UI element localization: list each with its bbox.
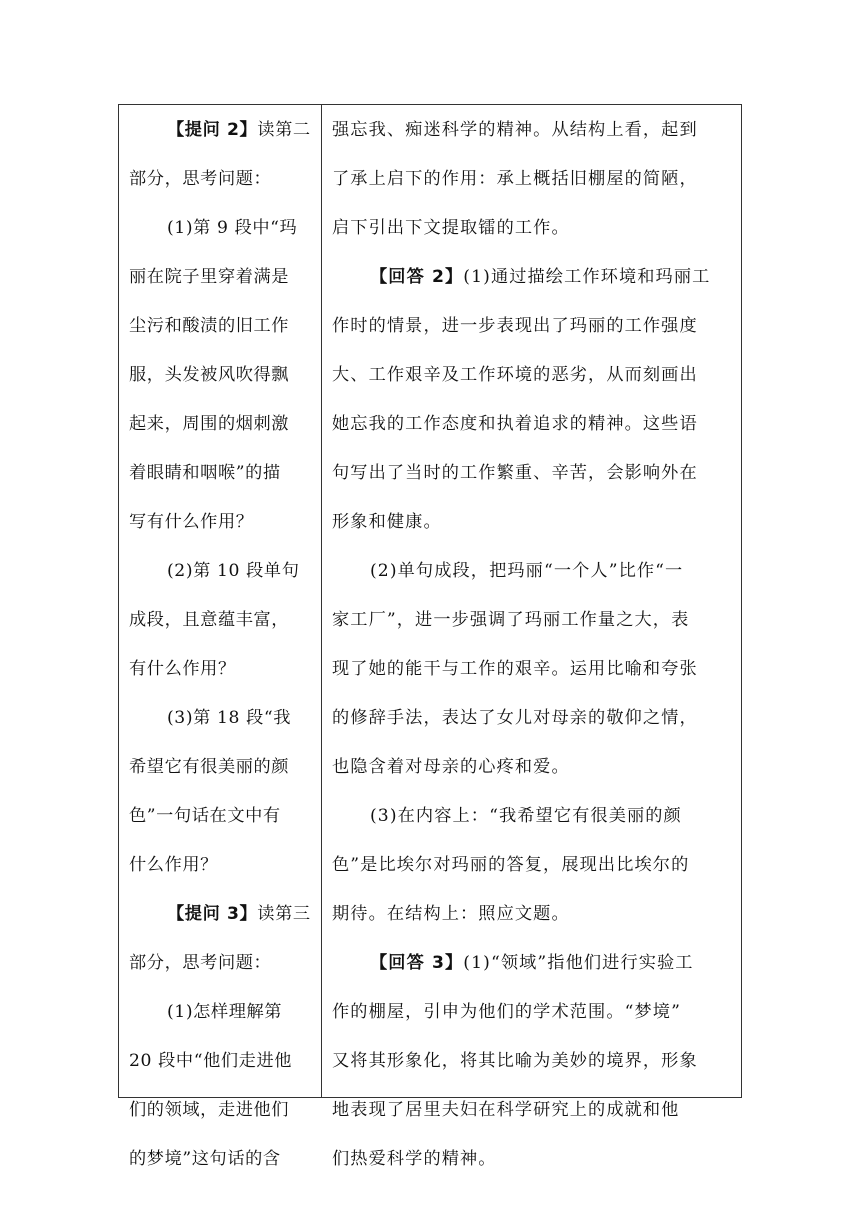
text-line: 色”一句话在文中有 xyxy=(129,806,281,826)
text-line: 大、工作艰辛及工作环境的恶劣，从而刻画出 xyxy=(332,365,698,385)
question-3-header: 【提问 3】读第三 xyxy=(167,904,311,924)
text-line: 写有什么作用？ xyxy=(129,512,254,532)
answers-column xyxy=(322,105,741,1169)
questions-column xyxy=(119,105,322,1169)
text-line: 的梦境”这句话的含 xyxy=(129,1149,281,1169)
text-line: 什么作用？ xyxy=(129,855,218,875)
text-line: 启下引出下文提取镭的工作。 xyxy=(332,218,570,238)
text-line: 又将其形象化，将其比喻为美妙的境界，形象 xyxy=(332,1051,698,1071)
text-line: 作时的情景，进一步表现出了玛丽的工作强度 xyxy=(332,316,698,336)
text-line: 成段，且意蕴丰富， xyxy=(129,610,290,630)
text-line: 丽在院子里穿着满是 xyxy=(129,267,290,287)
text-line: 着眼睛和咽喉”的描 xyxy=(129,463,281,483)
text-line: 也隐含着对母亲的心疼和爱。 xyxy=(332,757,570,777)
text-line: 的修辞手法，表达了女儿对母亲的敬仰之情， xyxy=(332,708,698,728)
text-line: 希望它有很美丽的颜 xyxy=(129,757,290,777)
question-2-header: 【提问 2】读第二 xyxy=(167,120,311,140)
text-line: 有什么作用？ xyxy=(129,659,236,679)
text-line: 家工厂”，进一步强调了玛丽工作量之大，表 xyxy=(332,610,690,630)
text-line: 现了她的能干与工作的艰辛。运用比喻和夸张 xyxy=(332,659,698,679)
question-2-1-line: (1)第 9 段中“玛 xyxy=(167,218,298,238)
text-line: 部分，思考问题： xyxy=(129,953,272,973)
text-line: 句写出了当时的工作繁重、辛苦，会影响外在 xyxy=(332,463,698,483)
answer-3-label: 【回答 3】 xyxy=(370,953,464,973)
text-line: 20 段中“他们走进他 xyxy=(129,1051,293,1071)
text-line: 地表现了居里夫妇在科学研究上的成就和他 xyxy=(332,1100,680,1120)
text-line: 形象和健康。 xyxy=(332,512,442,532)
answer-2-2-line: (2)单句成段，把玛丽“一个人”比作“一 xyxy=(370,561,684,581)
answer-2-header: 【回答 2】(1)通过描绘工作环境和玛丽工 xyxy=(370,267,711,287)
answer-2-label: 【回答 2】 xyxy=(370,267,464,287)
text-line: 了承上启下的作用：承上概括旧棚屋的简陋， xyxy=(332,169,698,189)
question-3-1-line: (1)怎样理解第 xyxy=(167,1002,283,1022)
qa-table xyxy=(118,104,742,1169)
text-line: 们热爱科学的精神。 xyxy=(332,1149,497,1169)
question-2-label: 【提问 2】 xyxy=(167,120,258,140)
text-line: 服，头发被风吹得飘 xyxy=(129,365,290,385)
question-3-label: 【提问 3】 xyxy=(167,904,258,924)
text-line: 色”是比埃尔对玛丽的答复，展现出比埃尔的 xyxy=(332,855,690,875)
text-line: 们的领域，走进他们 xyxy=(129,1100,290,1120)
text-line: 作的棚屋，引申为他们的学术范围。“梦境” xyxy=(332,1002,681,1022)
question-2-3-line: (3)第 18 段“我 xyxy=(167,708,292,728)
text-line: 期待。在结构上：照应文题。 xyxy=(332,904,570,924)
answer-2-3-line: (3)在内容上：“我希望它有很美丽的颜 xyxy=(370,806,682,826)
text-line: 她忘我的工作态度和执着追求的精神。这些语 xyxy=(332,414,698,434)
answer-1-continuation: 强忘我、痴迷科学的精神。从结构上看，起到 xyxy=(332,120,698,140)
text-line: 尘污和酸渍的旧工作 xyxy=(129,316,290,336)
answer-3-header: 【回答 3】(1)“领域”指他们进行实验工 xyxy=(370,953,694,973)
question-2-2-line: (2)第 10 段单句 xyxy=(167,561,300,581)
text-line: 起来，周围的烟刺激 xyxy=(129,414,290,434)
text-line: 部分，思考问题： xyxy=(129,169,272,189)
